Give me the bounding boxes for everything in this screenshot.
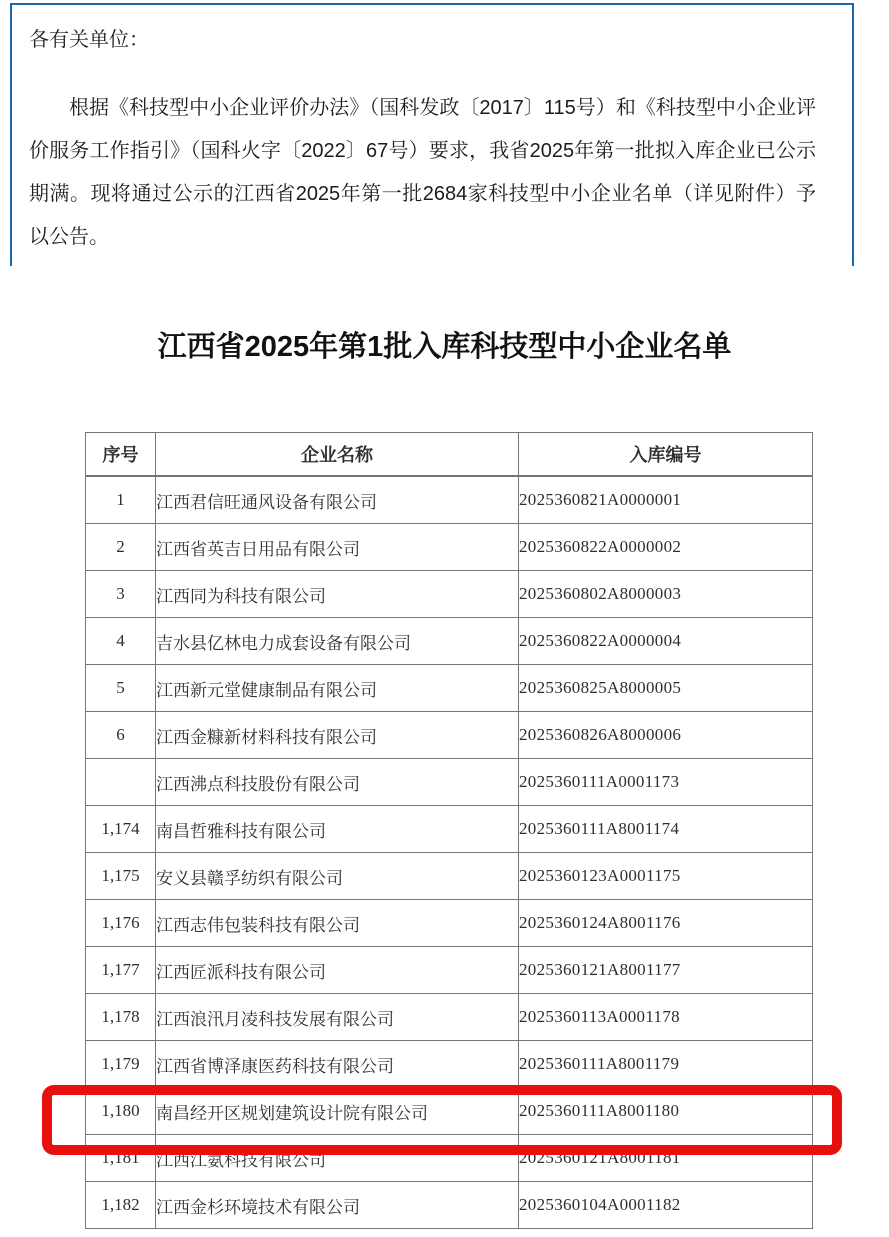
registration-code: 2025360123A0001175 — [519, 853, 813, 900]
row-serial-number: 1,181 — [86, 1135, 156, 1182]
table-row — [86, 1135, 813, 1182]
table-row — [86, 712, 813, 759]
company-name: 南昌经开区规划建筑设计院有限公司 — [156, 1088, 519, 1135]
registration-code: 2025360822A0000002 — [519, 524, 813, 571]
column-header: 入库编号 — [519, 433, 813, 477]
notice-body: 根据《科技型中小企业评价办法》（国科发政〔2017〕115号）和《科技型中小企业评价服务工作指引》（国科火字〔2022〕67号）要求，我省2025年第一批拟入库企业已公示期满。现将通过公示的江西省2025年第一批2684家科技型中小企业名单（详见附件）予以公告。 — [29, 97, 816, 248]
registration-code: 2025360124A8001176 — [519, 900, 813, 947]
row-serial-number: 2 — [86, 524, 156, 571]
row-serial-number: 4 — [86, 618, 156, 665]
row-serial-number: 1,182 — [86, 1182, 156, 1229]
row-serial-number: 5 — [86, 665, 156, 712]
company-name: 江西省英吉日用品有限公司 — [156, 524, 519, 571]
table-body — [86, 476, 813, 1229]
table-row — [86, 806, 813, 853]
table-row — [86, 994, 813, 1041]
table-row — [86, 947, 813, 994]
row-serial-number: 1,175 — [86, 853, 156, 900]
attachment-title: 江西省2025年第1批入库科技型中小企业名单 — [157, 331, 732, 363]
registration-code: 2025360111A8001180 — [519, 1088, 813, 1135]
company-name: 江西金杉环境技术有限公司 — [156, 1182, 519, 1229]
table-row — [86, 476, 813, 524]
column-header: 序号 — [86, 433, 156, 477]
registration-code: 2025360802A8000003 — [519, 571, 813, 618]
row-serial-number: 1 — [86, 476, 156, 524]
company-name: 江西浪汛月凌科技发展有限公司 — [156, 994, 519, 1041]
table-row — [86, 759, 813, 806]
row-serial-number: 1,179 — [86, 1041, 156, 1088]
row-serial-number: 6 — [86, 712, 156, 759]
company-name: 南昌哲雅科技有限公司 — [156, 806, 519, 853]
row-serial-number: 1,177 — [86, 947, 156, 994]
company-name: 吉水县亿林电力成套设备有限公司 — [156, 618, 519, 665]
registration-code: 2025360113A0001178 — [519, 994, 813, 1041]
company-name: 江西匠派科技有限公司 — [156, 947, 519, 994]
column-header: 企业名称 — [156, 433, 519, 477]
company-table — [85, 432, 813, 1229]
table-row — [86, 1041, 813, 1088]
table-row — [86, 524, 813, 571]
table-row — [86, 1088, 813, 1135]
registration-code: 2025360821A0000001 — [519, 476, 813, 524]
row-serial-number: 1,176 — [86, 900, 156, 947]
company-name: 江西沸点科技股份有限公司 — [156, 759, 519, 806]
company-name: 安义县赣孚纺织有限公司 — [156, 853, 519, 900]
registration-code: 2025360121A8001177 — [519, 947, 813, 994]
row-serial-number — [86, 759, 156, 806]
registration-code: 2025360826A8000006 — [519, 712, 813, 759]
company-name: 江西新元堂健康制品有限公司 — [156, 665, 519, 712]
company-name: 江西江氨科技有限公司 — [156, 1135, 519, 1182]
registration-code: 2025360111A8001179 — [519, 1041, 813, 1088]
table-row — [86, 571, 813, 618]
table-row — [86, 618, 813, 665]
company-name: 江西省博泽康医药科技有限公司 — [156, 1041, 519, 1088]
table-row — [86, 665, 813, 712]
company-name: 江西同为科技有限公司 — [156, 571, 519, 618]
registration-code: 2025360111A0001173 — [519, 759, 813, 806]
row-serial-number: 1,174 — [86, 806, 156, 853]
table-row — [86, 853, 813, 900]
row-serial-number: 3 — [86, 571, 156, 618]
company-name: 江西志伟包装科技有限公司 — [156, 900, 519, 947]
table-row — [86, 900, 813, 947]
registration-code: 2025360825A8000005 — [519, 665, 813, 712]
company-name: 江西金糠新材料科技有限公司 — [156, 712, 519, 759]
registration-code: 2025360121A8001181 — [519, 1135, 813, 1182]
salutation: 各有关单位： — [29, 29, 149, 51]
registration-code: 2025360104A0001182 — [519, 1182, 813, 1229]
table-row — [86, 1182, 813, 1229]
table-header-row — [86, 433, 813, 477]
row-serial-number: 1,178 — [86, 994, 156, 1041]
registration-code: 2025360822A0000004 — [519, 618, 813, 665]
registration-code: 2025360111A8001174 — [519, 806, 813, 853]
company-name: 江西君信旺通风设备有限公司 — [156, 476, 519, 524]
row-serial-number: 1,180 — [86, 1088, 156, 1135]
